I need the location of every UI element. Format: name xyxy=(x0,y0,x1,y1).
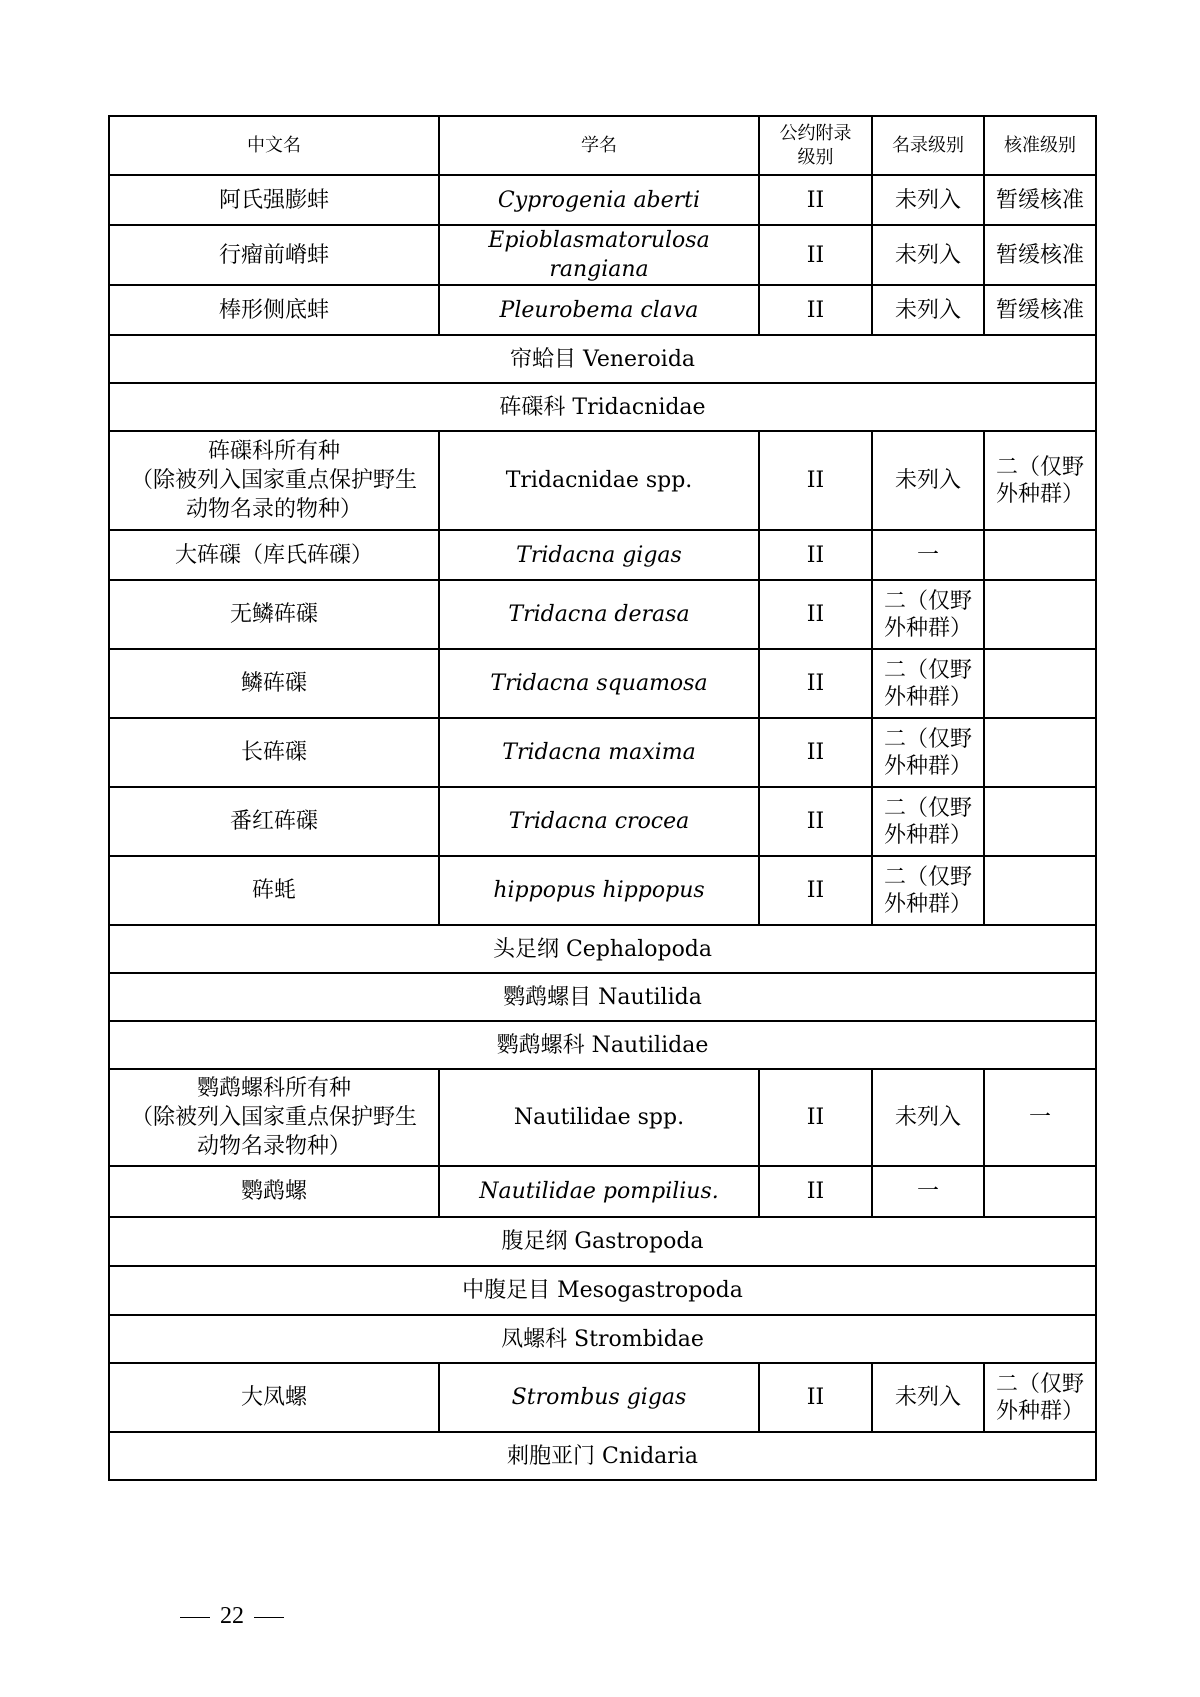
approve-level-cell xyxy=(984,787,1096,856)
taxon-band-label: 凤螺科 Strombidae xyxy=(109,1315,1096,1363)
species-table xyxy=(108,115,1097,1481)
cn-name-cell: 大凤螺 xyxy=(109,1363,439,1432)
taxon-band-label: 鹦鹉螺科 Nautilidae xyxy=(109,1021,1096,1069)
table-row xyxy=(109,225,1096,285)
page-number-text: 22 xyxy=(220,1603,244,1629)
taxon-band-row xyxy=(109,383,1096,431)
table-row xyxy=(109,285,1096,335)
list-level-cell: 二（仅野 外种群） xyxy=(872,649,984,718)
list-level-cell: 二（仅野 外种群） xyxy=(872,787,984,856)
header-cn-name: 中文名 xyxy=(109,116,439,175)
header-cites-level: 公约附录 级别 xyxy=(759,116,872,175)
table-row xyxy=(109,431,1096,530)
cites-level-cell: II xyxy=(759,1069,872,1166)
approve-level-cell: 暂缓核准 xyxy=(984,175,1096,225)
approve-level-cell xyxy=(984,718,1096,787)
taxon-band-row xyxy=(109,1021,1096,1069)
taxon-band-label: 刺胞亚门 Cnidaria xyxy=(109,1432,1096,1480)
list-level-cell: 二（仅野 外种群） xyxy=(872,580,984,649)
approve-level-cell xyxy=(984,530,1096,580)
approve-level-cell xyxy=(984,649,1096,718)
approve-level-cell: 二（仅野 外种群） xyxy=(984,1363,1096,1432)
taxon-band-label: 帘蛤目 Veneroida xyxy=(109,335,1096,383)
taxon-band-row xyxy=(109,1432,1096,1480)
cites-level-cell: II xyxy=(759,1166,872,1217)
cn-name-cell: 棒形侧底蚌 xyxy=(109,285,439,335)
list-level-cell: 二（仅野 外种群） xyxy=(872,856,984,925)
sci-name-cell: Nautilidae pompilius. xyxy=(439,1166,759,1217)
sci-name-cell: Tridacnidae spp. xyxy=(439,431,759,530)
table-row xyxy=(109,649,1096,718)
taxon-band-label: 中腹足目 Mesogastropoda xyxy=(109,1266,1096,1315)
cites-level-cell: II xyxy=(759,175,872,225)
cites-level-cell: II xyxy=(759,1363,872,1432)
cn-name-cell: 番红砗磲 xyxy=(109,787,439,856)
list-level-cell: 未列入 xyxy=(872,285,984,335)
sci-name-cell: hippopus hippopus xyxy=(439,856,759,925)
cites-level-cell: II xyxy=(759,856,872,925)
table-row xyxy=(109,787,1096,856)
sci-name-cell: Cyprogenia aberti xyxy=(439,175,759,225)
header-sci-name: 学名 xyxy=(439,116,759,175)
sci-name-cell: Tridacna maxima xyxy=(439,718,759,787)
approve-level-cell xyxy=(984,856,1096,925)
list-level-cell: 二（仅野 外种群） xyxy=(872,718,984,787)
page-dash-left xyxy=(180,1617,210,1618)
header-list-level: 名录级别 xyxy=(872,116,984,175)
sci-name-cell: Tridacna derasa xyxy=(439,580,759,649)
page-dash-right xyxy=(254,1617,284,1618)
cn-name-cell: 鹦鹉螺 xyxy=(109,1166,439,1217)
table-row xyxy=(109,175,1096,225)
approve-level-cell: 暂缓核准 xyxy=(984,285,1096,335)
cites-level-cell: II xyxy=(759,718,872,787)
cn-name-cell: 大砗磲（库氏砗磲） xyxy=(109,530,439,580)
taxon-band-row xyxy=(109,973,1096,1021)
table-row xyxy=(109,530,1096,580)
table-header-row xyxy=(109,116,1096,175)
page-number xyxy=(170,1603,294,1630)
sci-name-cell: Nautilidae spp. xyxy=(439,1069,759,1166)
table-body xyxy=(109,175,1096,1480)
cn-name-cell: 行瘤前嵴蚌 xyxy=(109,225,439,285)
sci-name-cell: Tridacna gigas xyxy=(439,530,759,580)
cn-name-cell: 长砗磲 xyxy=(109,718,439,787)
table-row xyxy=(109,856,1096,925)
taxon-band-row xyxy=(109,335,1096,383)
cn-name-cell: 鳞砗磲 xyxy=(109,649,439,718)
table-row xyxy=(109,1069,1096,1166)
approve-level-cell: 一 xyxy=(984,1069,1096,1166)
sci-name-cell: Strombus gigas xyxy=(439,1363,759,1432)
table-row xyxy=(109,1363,1096,1432)
cites-level-cell: II xyxy=(759,431,872,530)
taxon-band-row xyxy=(109,1217,1096,1266)
taxon-band-row xyxy=(109,925,1096,973)
sci-name-cell: Tridacna squamosa xyxy=(439,649,759,718)
taxon-band-label: 砗磲科 Tridacnidae xyxy=(109,383,1096,431)
cites-level-cell: II xyxy=(759,787,872,856)
cites-level-cell: II xyxy=(759,530,872,580)
cn-name-cell: 无鳞砗磲 xyxy=(109,580,439,649)
header-approve-level: 核准级别 xyxy=(984,116,1096,175)
list-level-cell: 未列入 xyxy=(872,175,984,225)
cites-level-cell: II xyxy=(759,285,872,335)
list-level-cell: 未列入 xyxy=(872,1069,984,1166)
cn-name-cell: 鹦鹉螺科所有种 （除被列入国家重点保护野生 动物名录物种） xyxy=(109,1069,439,1166)
taxon-band-label: 腹足纲 Gastropoda xyxy=(109,1217,1096,1266)
approve-level-cell xyxy=(984,1166,1096,1217)
sci-name-cell: Pleurobema clava xyxy=(439,285,759,335)
cites-level-cell: II xyxy=(759,580,872,649)
list-level-cell: 未列入 xyxy=(872,1363,984,1432)
list-level-cell: 未列入 xyxy=(872,225,984,285)
taxon-band-row xyxy=(109,1266,1096,1315)
cn-name-cell: 阿氏强膨蚌 xyxy=(109,175,439,225)
approve-level-cell: 暂缓核准 xyxy=(984,225,1096,285)
approve-level-cell xyxy=(984,580,1096,649)
list-level-cell: 未列入 xyxy=(872,431,984,530)
sci-name-cell: Epioblasmatorulosa rangiana xyxy=(439,225,759,285)
list-level-cell: 一 xyxy=(872,1166,984,1217)
taxon-band-label: 头足纲 Cephalopoda xyxy=(109,925,1096,973)
cn-name-cell: 砗磲科所有种 （除被列入国家重点保护野生 动物名录的物种） xyxy=(109,431,439,530)
approve-level-cell: 二（仅野 外种群） xyxy=(984,431,1096,530)
table-row xyxy=(109,1166,1096,1217)
list-level-cell: 一 xyxy=(872,530,984,580)
table-row xyxy=(109,718,1096,787)
sci-name-cell: Tridacna crocea xyxy=(439,787,759,856)
taxon-band-row xyxy=(109,1315,1096,1363)
cites-level-cell: II xyxy=(759,649,872,718)
cn-name-cell: 砗蚝 xyxy=(109,856,439,925)
cites-level-cell: II xyxy=(759,225,872,285)
table-row xyxy=(109,580,1096,649)
taxon-band-label: 鹦鹉螺目 Nautilida xyxy=(109,973,1096,1021)
